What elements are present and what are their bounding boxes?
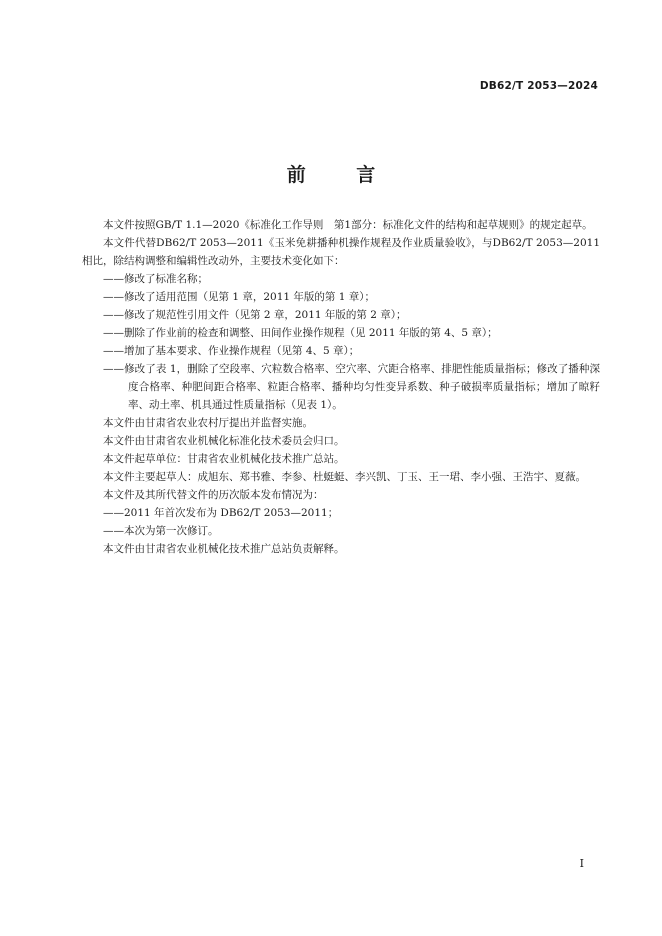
- paragraph-drafting-unit: 本文件起草单位：甘肃省农业机械化技术推广总站。: [103, 453, 345, 465]
- paragraph-drafting-rules: 本文件按照GB/T 1.1—2020《标准化工作导则 第1部分：标准化文件的结构和起草规则》的规定起草。: [103, 219, 593, 231]
- paragraph-committee: 本文件由甘肃省农业机械化标准化技术委员会归口。: [103, 435, 345, 447]
- change-item: ——修改了表 1，删除了空段率、穴粒数合格率、空穴率、穴距合格率、排肥性能质量指标；修改了播种深度合格率、种肥间距合格率、粒距合格率、播种均匀性变异系数、种子破损率质量指标；增加了晾籽率、动土率、机具通过性质量指标（见表 1）。: [103, 363, 600, 411]
- change-item: ——修改了标准名称；: [103, 273, 208, 285]
- document-code: DB62/T 2053—2024: [479, 80, 598, 92]
- history-item: ——本次为第一次修订。: [103, 525, 219, 537]
- paragraph-interpretation: 本文件由甘肃省农业机械化技术推广总站负责解释。: [103, 543, 345, 555]
- foreword-body: [82, 216, 600, 558]
- paragraph-history-intro: 本文件及其所代替文件的历次版本发布情况为：: [103, 489, 324, 501]
- change-item: ——删除了作业前的检查和调整、田间作业操作规程（见 2011 年版的第 4、5 章）；: [103, 327, 498, 339]
- change-item: ——增加了基本要求、作业操作规程（见第 4、5 章）；: [103, 345, 360, 357]
- paragraph-replacement: 本文件代替DB62/T 2053—2011《玉米免耕播种机操作规程及作业质量验收》，与DB62/T 2053—2011相比，除结构调整和编辑性改动外，主要技术变化如下：: [82, 237, 600, 267]
- paragraph-drafters: 本文件主要起草人：成旭东、郑书雅、李参、杜蜓蜓、李兴凯、丁玉、王一珺、李小强、王浩宇、夏薇。: [103, 471, 586, 483]
- page-number: I: [579, 857, 584, 870]
- page-title: 前 言: [286, 164, 398, 186]
- history-item: ——2011 年首次发布为 DB62/T 2053—2011；: [103, 507, 339, 519]
- paragraph-proposer: 本文件由甘肃省农业农村厅提出并监督实施。: [103, 417, 313, 429]
- change-item: ——修改了适用范围（见第 1 章，2011 年版的第 1 章）；: [103, 291, 376, 303]
- change-item: ——修改了规范性引用文件（见第 2 章，2011 年版的第 2 章）；: [103, 309, 407, 321]
